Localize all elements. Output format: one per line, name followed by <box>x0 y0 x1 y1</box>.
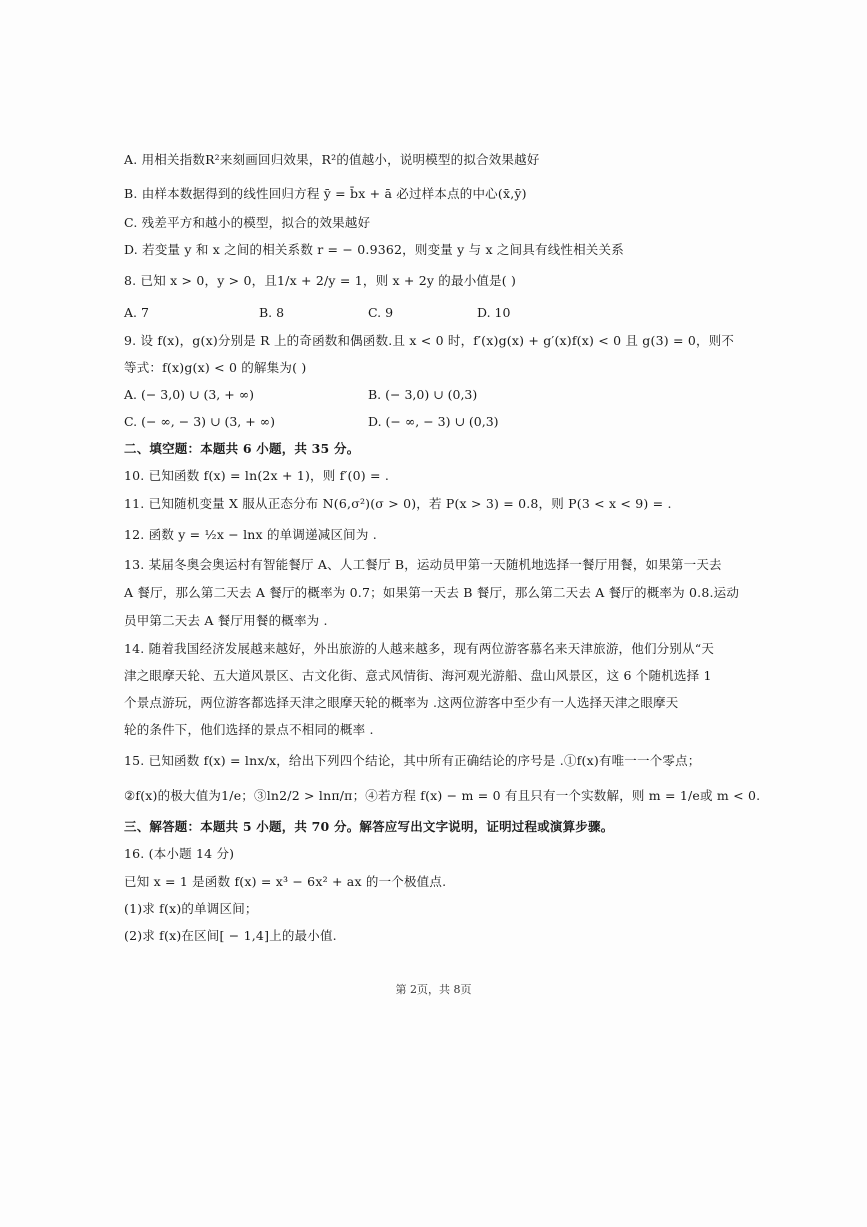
q8-option-d: D. 10 <box>477 305 511 320</box>
q16-stem: 已知 x = 1 是函数 f(x) = x³ − 6x² + ax 的一个极值点. <box>124 874 447 889</box>
q12: 12. 函数 y = ½x − lnx 的单调递减区间为 . <box>124 527 377 542</box>
q9-option-d: D. (− ∞, − 3) ∪ (0,3) <box>368 414 499 429</box>
q14-line2: 津之眼摩天轮、五大道风景区、古文化街、意式风情街、海河观光游船、盘山风景区，这 6 个随机选择 1 <box>124 668 712 683</box>
q9-stem-line1: 9. 设 f(x)，g(x)分别是 R 上的奇函数和偶函数.且 x < 0 时，f′(x)g(x) + g′(x)f(x) < 0 且 g(3) = 0，则不 <box>124 333 735 348</box>
q7-option-b: B. 由样本数据得到的线性回归方程 ȳ = b̄x + ā 必过样本点的中心(x̄,ȳ) <box>124 186 527 201</box>
page-footer: 第 2页，共 8页 <box>395 983 472 996</box>
q8-option-a: A. 7 <box>124 305 149 320</box>
q7-option-d: D. 若变量 y 和 x 之间的相关系数 r = − 0.9362，则变量 y 与 x 之间具有线性相关关系 <box>124 242 624 257</box>
q14-line4: 轮的条件下，他们选择的景点不相同的概率 . <box>124 722 374 737</box>
q9-option-b: B. (− 3,0) ∪ (0,3) <box>368 387 478 402</box>
q14-line1: 14. 随着我国经济发展越来越好，外出旅游的人越来越多，现有两位游客慕名来天津旅游，他们分别从“天 <box>124 641 715 656</box>
q13-line3: 员甲第二天去 A 餐厅用餐的概率为 . <box>124 613 328 628</box>
q13-line1: 13. 某届冬奥会奥运村有智能餐厅 A、人工餐厅 B，运动员甲第一天随机地选择一餐厅用餐，如果第一天去 <box>124 557 722 572</box>
q9-option-c: C. (− ∞, − 3) ∪ (3, + ∞) <box>124 414 275 429</box>
q7-option-c: C. 残差平方和越小的模型，拟合的效果越好 <box>124 215 371 230</box>
q9-stem-line2: 等式：f(x)g(x) < 0 的解集为( ) <box>124 360 307 375</box>
q9-option-a: A. (− 3,0) ∪ (3, + ∞) <box>124 387 254 402</box>
section-2-heading: 二、填空题：本题共 6 小题，共 35 分。 <box>124 441 360 456</box>
q8-option-c: C. 9 <box>368 305 394 320</box>
q11: 11. 已知随机变量 X 服从正态分布 N(6,σ²)(σ > 0)，若 P(x > 3) = 0.8，则 P(3 < x < 9) = . <box>124 496 672 511</box>
q16-title: 16. (本小题 14 分) <box>124 846 235 861</box>
q8-option-b: B. 8 <box>259 305 285 320</box>
q15-line2: ②f(x)的极大值为1/e；③ln2/2 > lnπ/π；④若方程 f(x) − m = 0 有且只有一个实数解，则 m = 1/e或 m < 0. <box>124 788 761 803</box>
q16-part2: (2)求 f(x)在区间[ − 1,4]上的最小值. <box>124 928 337 943</box>
q8-stem: 8. 已知 x > 0，y > 0，且1/x + 2/y = 1，则 x + 2y 的最小值是( ) <box>124 273 517 288</box>
q14-line3: 个景点游玩，两位游客都选择天津之眼摩天轮的概率为 .这两位游客中至少有一人选择天津之眼摩天 <box>124 695 679 710</box>
section-3-heading: 三、解答题：本题共 5 小题，共 70 分。解答应写出文字说明，证明过程或演算步骤。 <box>124 819 614 834</box>
q16-part1: (1)求 f(x)的单调区间； <box>124 901 258 916</box>
q13-line2: A 餐厅，那么第二天去 A 餐厅的概率为 0.7；如果第一天去 B 餐厅，那么第二天去 A 餐厅的概率为 0.8.运动 <box>124 585 740 600</box>
q7-option-a: A. 用相关指数R²来刻画回归效果，R²的值越小，说明模型的拟合效果越好 <box>124 152 540 167</box>
q10: 10. 已知函数 f(x) = ln(2x + 1)，则 f′(0) = . <box>124 468 389 483</box>
q15-line1: 15. 已知函数 f(x) = lnx/x，给出下列四个结论，其中所有正确结论的序号是 .①f(x)有唯一一个零点； <box>124 753 701 768</box>
